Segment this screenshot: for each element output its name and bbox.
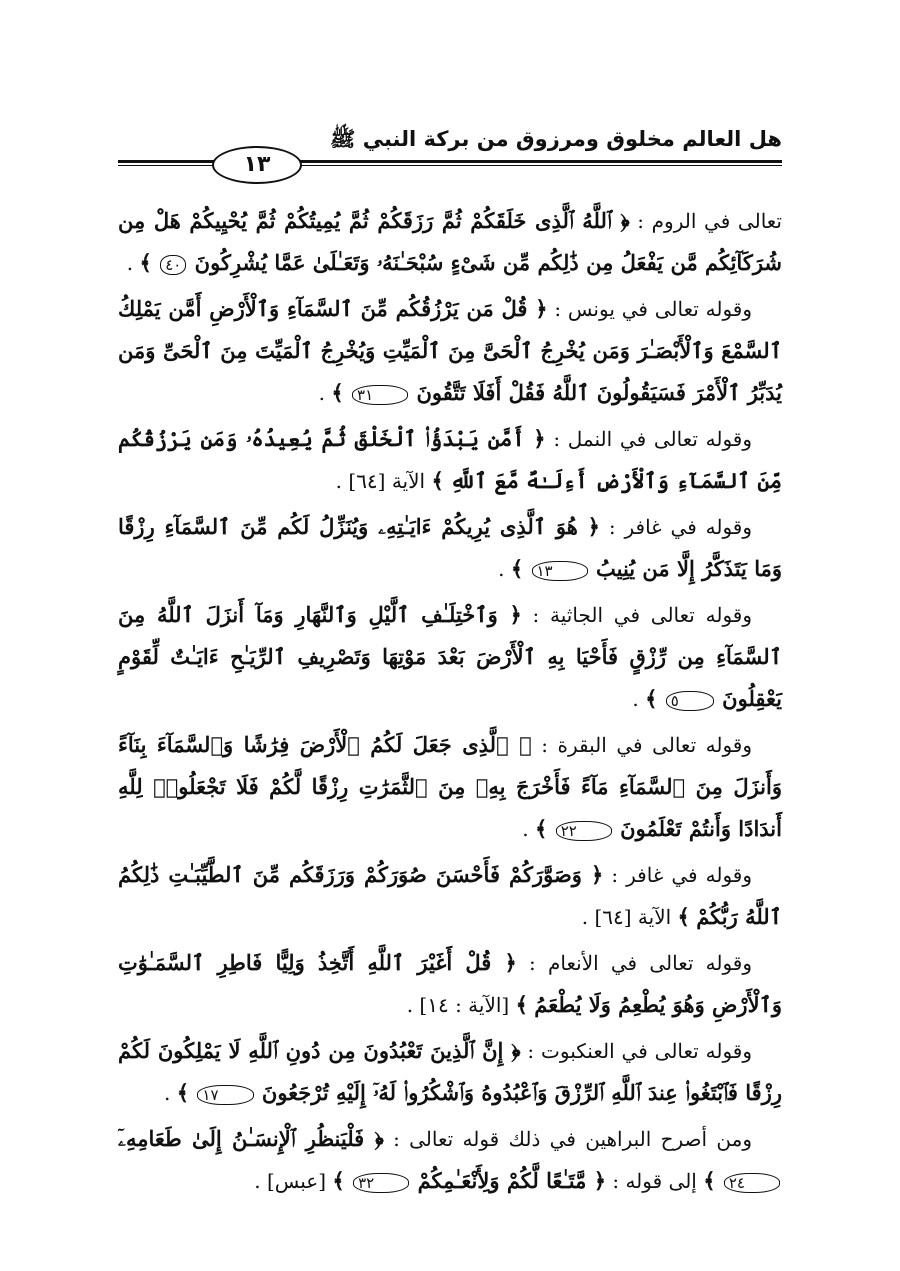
ayah-number-2: ٣٢	[353, 1173, 409, 1193]
ayah-number: ٢٢	[556, 821, 612, 841]
paragraph-intro: وقوله في غافر :	[608, 515, 753, 539]
paragraph-tail: .	[632, 687, 639, 711]
quote-close: ﴾	[176, 1080, 190, 1105]
paragraph-al-baqara	[118, 724, 782, 850]
paragraph-intro: وقوله تعالى في العنكبوت :	[527, 1039, 752, 1063]
quote-close: ﴾	[510, 556, 524, 581]
paragraph-al-anam	[118, 942, 782, 1026]
paragraph-intro: وقوله تعالى في الأنعام :	[529, 951, 753, 975]
paragraph-an-naml	[118, 418, 782, 502]
paragraph-tail: الآية [٦٤] .	[335, 469, 426, 493]
quran-quote: ﴿ فَلْيَنظُرِ ٱلْإِنسَـٰنُ إِلَىٰ طَعَامِهِۦٓ	[118, 1126, 384, 1151]
paragraph-tail: .	[498, 557, 505, 581]
ayah-number: ١٧	[197, 1085, 253, 1105]
ayah-number: ٤٠	[160, 255, 186, 275]
paragraph-intro: تعالى في الروم :	[637, 209, 783, 233]
running-title: هل العالم مخلوق ومرزوق من بركة النبي ﷺ	[330, 127, 782, 151]
paragraph-tail: .	[318, 381, 325, 405]
paragraph-abasa	[118, 1118, 782, 1202]
quote-close: ﴾	[677, 904, 690, 929]
paragraph-intro: وقوله تعالى في النمل :	[553, 427, 753, 451]
paragraph-tail: إلى قوله :	[612, 1169, 697, 1193]
paragraph-intro: وقوله تعالى في البقرة :	[541, 733, 753, 757]
paragraph-tail-2: [عبس] .	[254, 1169, 327, 1193]
quote-close-2: ﴾	[332, 1168, 345, 1193]
paragraph-intro: وقوله في غافر :	[611, 863, 752, 887]
paragraph-yunus	[118, 288, 782, 414]
quran-quote-2: ﴿ مَّتَـٰعًا لَّكُمْ وَلِأَنْعَـٰمِكُمْ	[417, 1168, 606, 1193]
paragraph-ghafir-2	[118, 854, 782, 938]
quote-close: ﴾	[331, 380, 344, 405]
quote-close: ﴾	[139, 250, 152, 275]
page-body	[118, 200, 782, 1206]
paragraph-intro: وقوله تعالى في الجاثية :	[532, 603, 752, 627]
paragraph-al-jathiya	[118, 594, 782, 720]
quran-quote: ﴿ إِنَّ ٱلَّذِينَ تَعْبُدُونَ مِن دُونِ ٱللَّهِ لَا يَمْلِكُونَ لَكُمْ رِزْقًا فَٱبْتَغُوا۟ عِندَ ٱللَّهِ ٱلرِّزْقَ وَٱعْبُدُوهُ وَٱشْكُرُوا۟ لَهُۥٓ إِلَيْهِ تُرْجَعُونَ	[118, 1038, 782, 1105]
paragraph-ar-rum	[118, 200, 782, 284]
paragraph-ghafir-1	[118, 506, 782, 590]
quran-quote: ﴿ قُلْ مَن يَرْزُقُكُم مِّنَ ٱلسَّمَآءِ وَٱلْأَرْضِ أَمَّن يَمْلِكُ ٱلسَّمْعَ وَٱلْأَبْصَـٰرَ وَمَن يُخْرِجُ ٱلْحَىَّ مِنَ ٱلْمَيِّتِ وَيُخْرِجُ ٱلْمَيِّتَ مِنَ ٱلْحَىِّ وَمَن يُدَبِّرُ ٱلْأَمْرَ فَسَيَقُولُونَ ٱللَّهُ فَقُلْ أَفَلَا تَتَّقُونَ	[118, 296, 782, 405]
quran-quote: ﴿ أَمَّن يَبْدَؤُا۟ ٱلْخَلْقَ ثُمَّ يُعِيدُهُۥ وَمَن يَرْزُقُكُم مِّنَ ٱلسَّمَآءِ وَٱلْأَرْضِ أَءِلَـٰهٌ مَّعَ ٱللَّهِ	[118, 426, 782, 493]
ayah-number: ١٣	[532, 561, 588, 581]
quote-close: ﴾	[431, 468, 444, 493]
ayah-number: ٥	[666, 691, 714, 711]
page-number: ١٣	[212, 146, 302, 184]
quran-quote: ﴿ وَصَوَّرَكُمْ فَأَحْسَنَ صُوَرَكُمْ وَرَزَقَكُم مِّنَ ٱلطَّيِّبَـٰتِ ذَٰلِكُمُ ٱللَّهُ رَبُّكُمْ	[118, 862, 782, 929]
ayah-number: ٢٤	[724, 1173, 780, 1193]
quote-close: ﴾	[645, 686, 658, 711]
paragraph-tail: .	[164, 1081, 171, 1105]
quran-quote: ﴿ قُلْ أَغَيْرَ ٱللَّهِ أَتَّخِذُ وَلِيًّا فَاطِرِ ٱلسَّمَـٰوَٰتِ وَٱلْأَرْضِ وَهُوَ يُطْعِمُ وَلَا يُطْعَمُ	[118, 950, 782, 1017]
paragraph-tail: .	[126, 251, 134, 275]
quran-quote: ﴿ هُوَ ٱلَّذِى يُرِيكُمْ ءَايَـٰتِهِۦ وَيُنَزِّلُ لَكُم مِّنَ ٱلسَّمَآءِ رِزْقًا وَمَا يَتَذَكَّرُ إِلَّا مَن يُنِيبُ	[118, 514, 782, 581]
quran-quote: ﴿ ٱلَّذِى جَعَلَ لَكُمُ ٱلْأَرْضَ فِرَٰشًا وَٱلسَّمَآءَ بِنَآءً وَأَنزَلَ مِنَ ٱلسَّمَآءِ مَآءً فَأَخْرَجَ بِهِۦ مِنَ ٱلثَّمَرَٰتِ رِزْقًا لَّكُمْ فَلَا تَجْعَلُوا۟ لِلَّهِ أَندَادًا وَأَنتُمْ تَعْلَمُونَ	[118, 732, 782, 841]
page-header	[118, 118, 782, 188]
quote-close: ﴾	[703, 1168, 716, 1193]
quran-quote: ﴿ وَٱخْتِلَـٰفِ ٱلَّيْلِ وَٱلنَّهَارِ وَمَآ أَنزَلَ ٱللَّهُ مِنَ ٱلسَّمَآءِ مِن رِّزْقٍ فَأَحْيَا بِهِ ٱلْأَرْضَ بَعْدَ مَوْتِهَا وَتَصْرِيفِ ٱلرِّيَـٰحِ ءَايَـٰتٌ لِّقَوْمٍ يَعْقِلُونَ	[118, 602, 782, 711]
paragraph-al-ankabut	[118, 1030, 782, 1114]
quote-close: ﴾	[535, 816, 548, 841]
paragraph-tail: [الآية : ١٤] .	[406, 993, 510, 1017]
paragraph-intro: وقوله تعالى في يونس :	[554, 297, 752, 321]
paragraph-tail: الآية [٦٤] .	[581, 905, 672, 929]
paragraph-tail: .	[522, 817, 529, 841]
ayah-number: ٣١	[352, 385, 408, 405]
quran-quote: ﴿ ٱللَّهُ ٱلَّذِى خَلَقَكُمْ ثُمَّ رَزَقَكُمْ ثُمَّ يُمِيتُكُمْ ثُمَّ يُحْيِيكُمْ هَلْ مِن شُرَكَآئِكُم مَّن يَفْعَلُ مِن ذَٰلِكُم مِّن شَىْءٍ سُبْحَـٰنَهُۥ وَتَعَـٰلَىٰ عَمَّا يُشْرِكُونَ	[118, 208, 782, 275]
quote-close: ﴾	[515, 992, 528, 1017]
paragraph-intro: ومن أصرح البراهين في ذلك قوله تعالى :	[393, 1127, 752, 1151]
